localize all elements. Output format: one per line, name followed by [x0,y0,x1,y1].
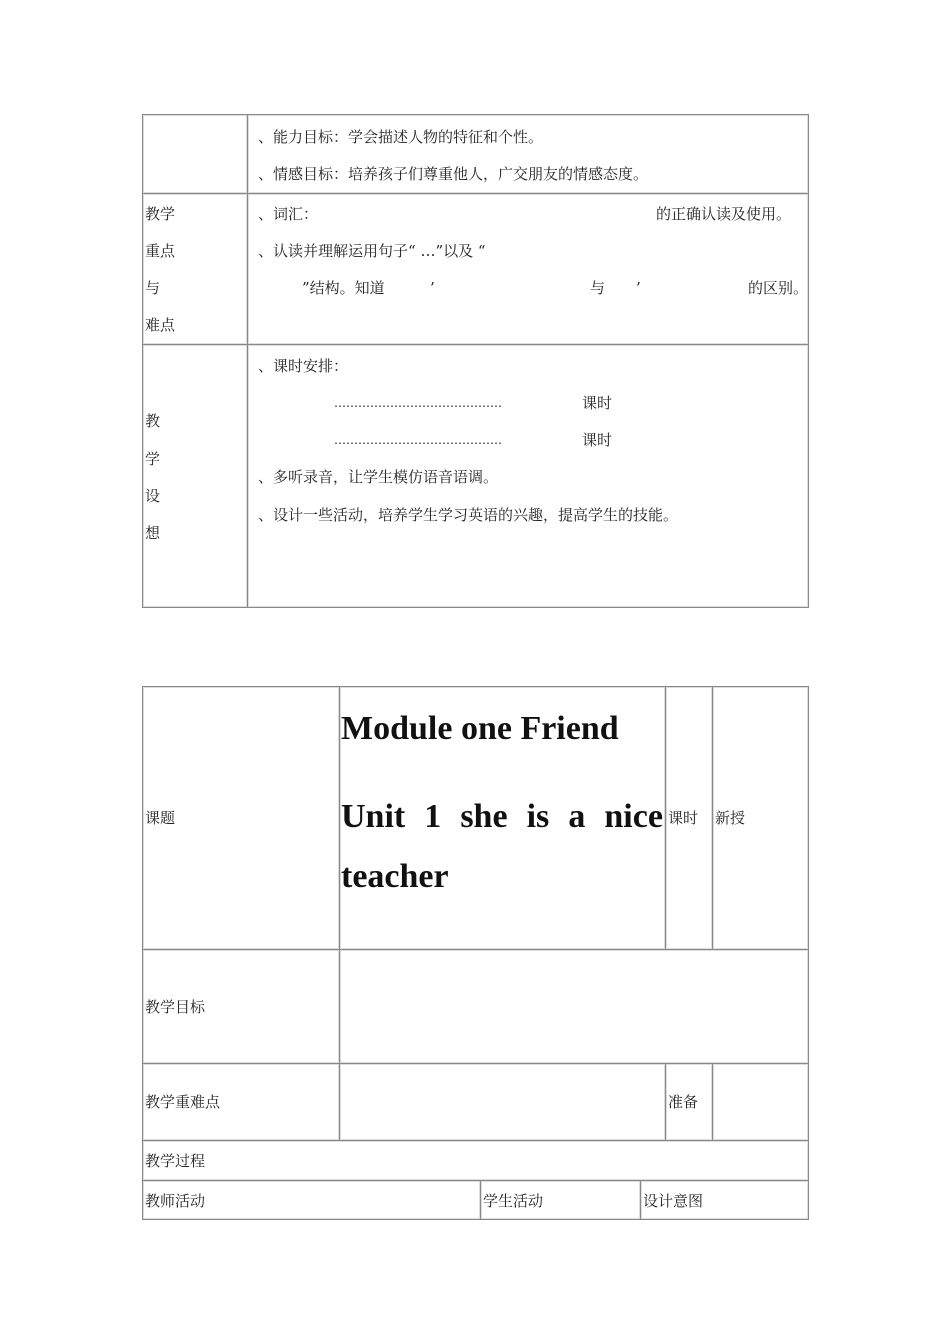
emotion-goal-text: 、情感目标：培养孩子们尊重他人，广交朋友的情感态度。 [258,165,649,183]
unit-word-4: is [526,798,550,835]
schedule-dots-2: …………………………………… [334,433,502,447]
plan-label-line-3: 设 [145,487,161,505]
teacher-label: 教师活动 [145,1192,206,1210]
period-value: 新授 [715,809,746,827]
key-label-line-4: 难点 [145,316,176,334]
difference-text: 的区别。 [748,279,809,297]
key-label-line-1: 教学 [145,205,176,223]
unit-word-6: nice [604,798,663,835]
unit-word-1: Unit [341,798,406,835]
prep-content-cell [712,1063,809,1141]
schedule-heading: 、课时安排： [258,357,349,375]
row3-label-cell [142,344,248,608]
schedule-unit-1: 课时 [582,394,613,412]
apostrophe-1: ’ [430,279,435,297]
key-content-cell [339,1063,666,1141]
goal-label: 教学目标 [145,998,206,1016]
plan-label-line-1: 教 [145,412,161,430]
period-label: 课时 [668,809,699,827]
unit-word-3: she [460,798,508,835]
plan-label-line-4: 想 [145,524,161,542]
unit-title-cont: teacher [341,858,449,895]
vocab-prefix: 、词汇： [258,205,319,223]
process-label: 教学过程 [145,1152,206,1170]
key-label-line-2: 重点 [145,242,176,260]
vocab-suffix: 的正确认读及使用。 [656,205,792,223]
module-title: Module one Friend [341,710,619,747]
ability-goal-text: 、能力目标：学会描述人物的特征和个性。 [258,128,544,146]
topic-label: 课题 [145,809,176,827]
schedule-unit-2: 课时 [582,431,613,449]
apostrophe-2: ’ [636,279,641,297]
activity-text: 、设计一些活动，培养学生学习英语的兴趣，提高学生的技能。 [258,506,679,524]
row1-label-cell [142,114,248,194]
key-label-line-3: 与 [145,279,161,297]
unit-word-5: a [568,798,586,835]
schedule-dots-1: …………………………………… [334,396,502,410]
key-label: 教学重难点 [145,1093,221,1111]
unit-word-2: 1 [424,798,442,835]
structure-text: ”结构。知道 [302,279,385,297]
sentence-text: 、认读并理解运用句子“ …”以及 “ [258,242,486,260]
design-label: 设计意图 [643,1192,704,1210]
plan-label-line-2: 学 [145,450,161,468]
process-cell [142,1140,809,1181]
and-text: 与 [590,279,606,297]
listening-text: 、多听录音，让学生模仿语音语调。 [258,468,499,486]
student-label: 学生活动 [483,1192,544,1210]
unit-title-line [341,797,663,837]
prep-label: 准备 [668,1093,699,1111]
goal-content-cell [339,949,809,1064]
